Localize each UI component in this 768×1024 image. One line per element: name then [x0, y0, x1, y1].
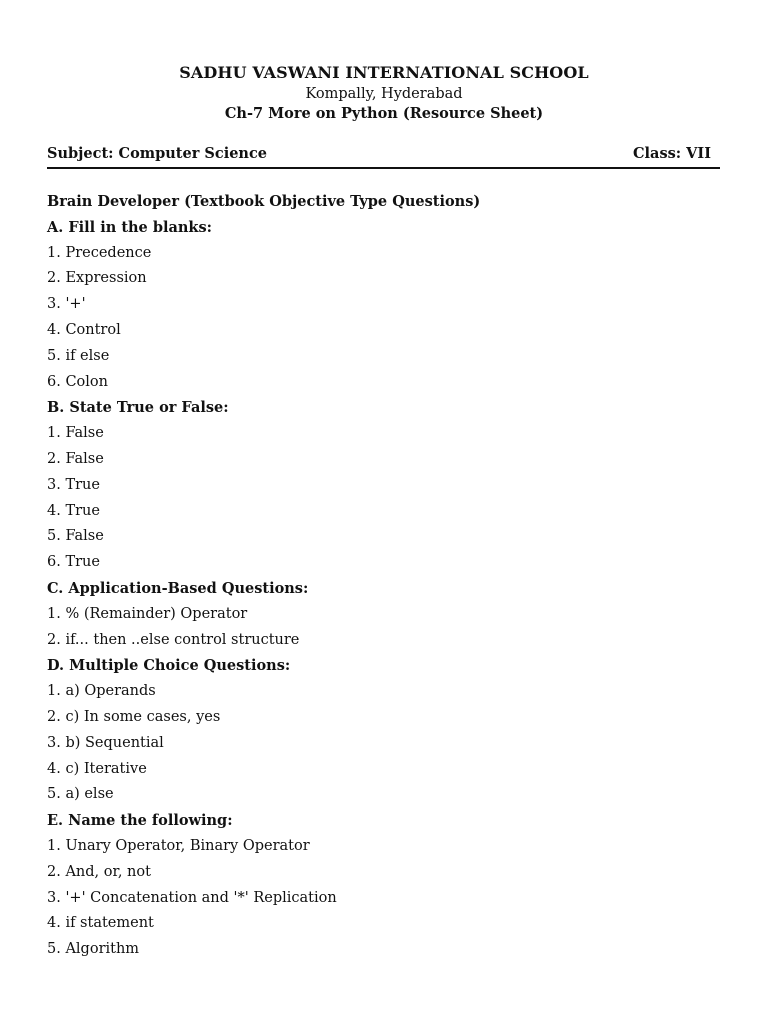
document-header — [0, 62, 768, 124]
section-a-item: 1. Precedence — [47, 244, 152, 261]
section-b-item: 4. True — [47, 502, 100, 519]
answer-content — [47, 189, 727, 963]
school-location: Kompally, Hyderabad — [305, 86, 463, 102]
section-d-title: D. Multiple Choice Questions: — [47, 657, 291, 675]
section-a-item: 3. '+' — [47, 296, 86, 313]
section-c-item: 2. if... then ..else control structure — [47, 631, 300, 648]
section-d-item: 4. c) Iterative — [47, 760, 147, 777]
section-a-item: 6. Colon — [47, 373, 108, 390]
section-d-item: 1. a) Operands — [47, 683, 156, 700]
section-a-item: 5. if else — [47, 347, 110, 364]
section-e-item: 4. if statement — [47, 915, 154, 932]
section-a-item: 2. Expression — [47, 270, 147, 287]
header-divider — [47, 167, 720, 169]
section-c-item: 1. % (Remainder) Operator — [47, 605, 248, 622]
section-e-title: E. Name the following: — [47, 812, 233, 830]
chapter-title: Ch-7 More on Python (Resource Sheet) — [224, 105, 544, 122]
section-e-item: 2. And, or, not — [47, 863, 151, 880]
section-b-item: 6. True — [47, 554, 100, 571]
subject-label: Subject: Computer Science — [47, 145, 268, 162]
section-c-title: C. Application-Based Questions: — [47, 579, 309, 597]
section-b-item: 2. False — [47, 450, 104, 467]
section-b-item: 3. True — [47, 476, 100, 493]
section-e-item: 5. Algorithm — [47, 941, 140, 958]
class-label: Class: VII — [633, 145, 711, 162]
section-d-item: 5. a) else — [47, 786, 114, 803]
school-name: SADHU VASWANI INTERNATIONAL SCHOOL — [179, 63, 589, 82]
intro-heading: Brain Developer (Textbook Objective Type Questions) — [47, 193, 481, 210]
section-e-item: 3. '+' Concatenation and '*' Replication — [47, 889, 337, 906]
section-e-item: 1. Unary Operator, Binary Operator — [47, 837, 310, 854]
section-b-item: 5. False — [47, 528, 104, 545]
section-d-item: 3. b) Sequential — [47, 734, 164, 751]
section-b-title: B. State True or False: — [47, 399, 229, 417]
section-a-item: 4. Control — [47, 321, 121, 338]
section-d-item: 2. c) In some cases, yes — [47, 708, 221, 725]
section-b-item: 1. False — [47, 425, 104, 442]
section-a-title: A. Fill in the blanks: — [47, 218, 212, 236]
subject-class-row — [47, 143, 711, 165]
